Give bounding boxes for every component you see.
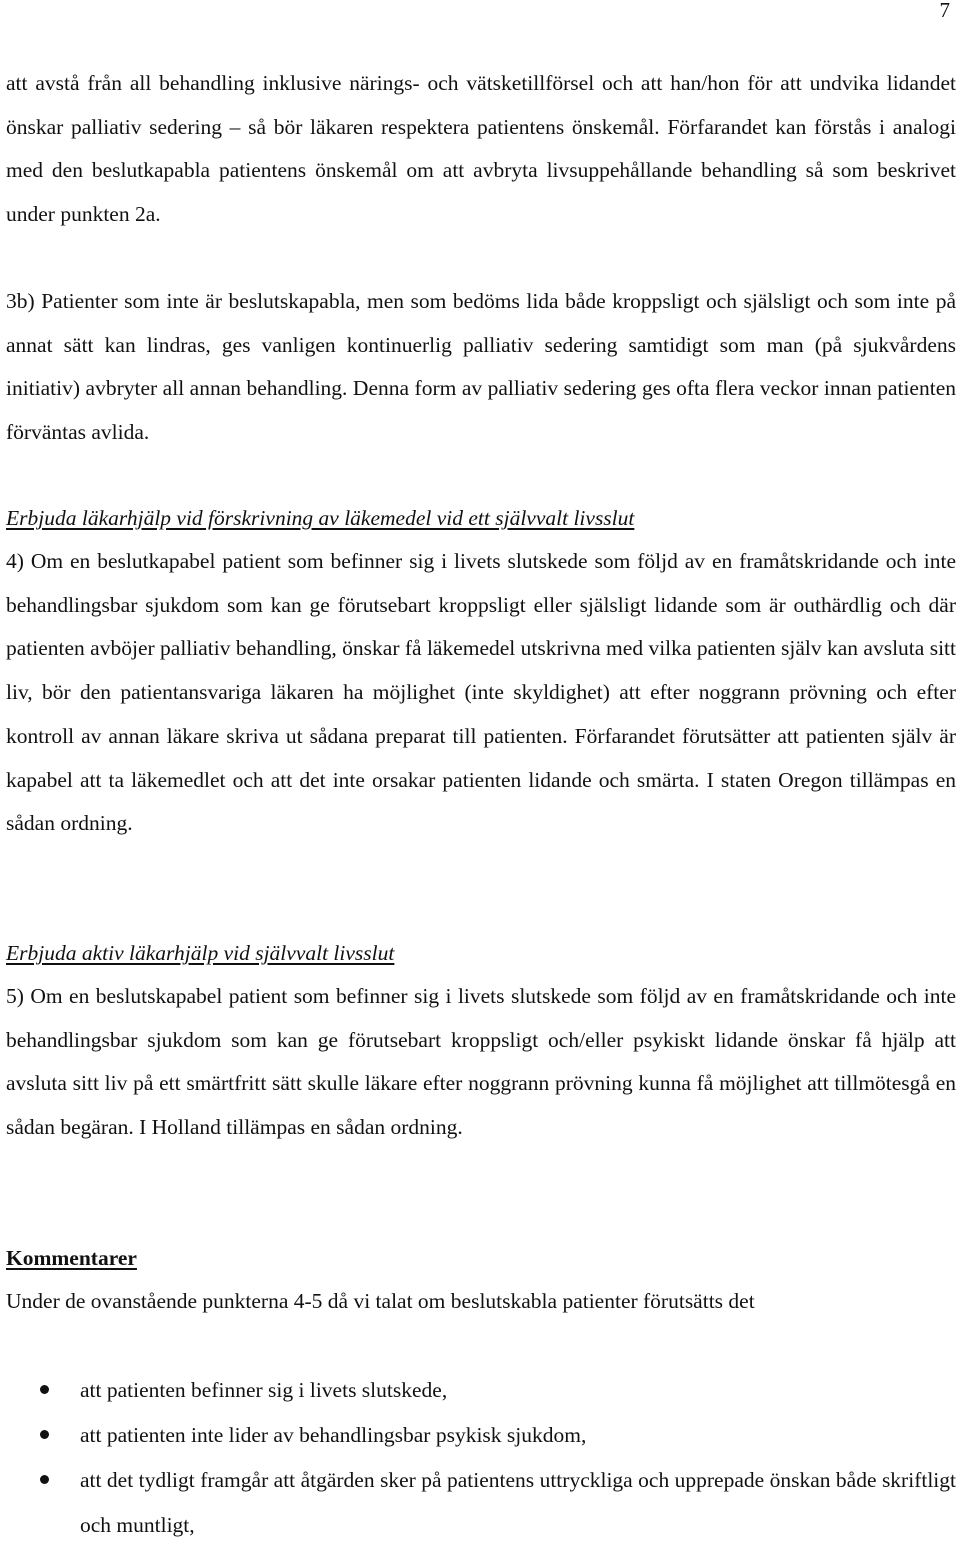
bullet-icon bbox=[40, 1430, 49, 1439]
heading-active-help: Erbjuda aktiv läkarhjälp vid självvalt livsslut bbox=[6, 941, 395, 965]
paragraph-comments-intro: Under de ovanstående punkterna 4-5 då vi talat om beslutskabla patienter förutsätts det bbox=[6, 1289, 755, 1313]
paragraph-continuation: att avstå från all behandling inklusive närings- och vätsketillförsel och att han/hon för att undvika lidandet önskar palliativ sedering – så bör läkaren respektera patientens önskemål. Förfarandet kan förstås i analogi med den beslutkapabla patientens önskemål om att avbryta livsuppehållande behandling så som beskrivet under punkten 2a. bbox=[6, 71, 956, 227]
bullet-list bbox=[6, 1368, 956, 1548]
list-item-text: att patienten inte lider av behandlingsbar psykisk sjukdom, bbox=[80, 1423, 587, 1447]
list-item-text: att patienten befinner sig i livets slutskede, bbox=[80, 1378, 448, 1402]
paragraph-3b: 3b) Patienter som inte är beslutskapabla, men som bedöms lida både kroppsligt och själsligt och som inte på annat sätt kan lindras, ges vanligen kontinuerlig palliativ sedering samtidigt som man (på sjukvårdens initiativ) avbryter all annan behandling. Denna form av palliativ sedering ges ofta flera veckor innan patienten förväntas avlida. bbox=[6, 289, 956, 445]
heading-comments: Kommentarer bbox=[6, 1246, 137, 1270]
list-item bbox=[6, 1368, 956, 1413]
heading-prescription-help: Erbjuda läkarhjälp vid förskrivning av läkemedel vid ett självvalt livsslut bbox=[6, 506, 635, 530]
paragraph-5: 5) Om en beslutskapabel patient som befinner sig i livets slutskede som följd av en framåtskridande och inte behandlingsbar sjukdom som kan ge förutsebart kroppsligt och/eller psykiskt lidande önskar få hjälp att avsluta sitt liv på ett smärtfritt sätt skulle läkare efter noggrann prövning kunna få möjlighet att tillmötesgå en sådan begäran. I Holland tillämpas en sådan ordning. bbox=[6, 984, 956, 1140]
page-number: 7 bbox=[939, 0, 950, 22]
paragraph-4: 4) Om en beslutkapabel patient som befinner sig i livets slutskede som följd av en framåtskridande och inte behandlingsbar sjukdom som kan ge förutsebart kroppsligt eller själsligt lidande som är outhärdlig och där patienten avböjer palliativ behandling, önskar få läkemedel utskrivna med vilka patienten själv kan avsluta sitt liv, bör den patientansvariga läkaren ha möjlighet (inte skyldighet) att efter noggrann prövning och efter kontroll av annan läkare skriva ut sådana preparat till patienten. Förfarandet förutsätter att patienten själv är kapabel att ta läkemedlet och att det inte orsakar patienten lidande och smärta. I staten Oregon tillämpas en sådan ordning. bbox=[6, 549, 956, 836]
list-item-text: att det tydligt framgår att åtgärden sker på patientens uttryckliga och upprepade önskan både skriftligt och muntligt, bbox=[80, 1468, 956, 1537]
bullet-icon bbox=[40, 1475, 49, 1484]
bullet-icon bbox=[40, 1385, 49, 1394]
list-item bbox=[6, 1413, 956, 1458]
list-item bbox=[6, 1458, 956, 1548]
